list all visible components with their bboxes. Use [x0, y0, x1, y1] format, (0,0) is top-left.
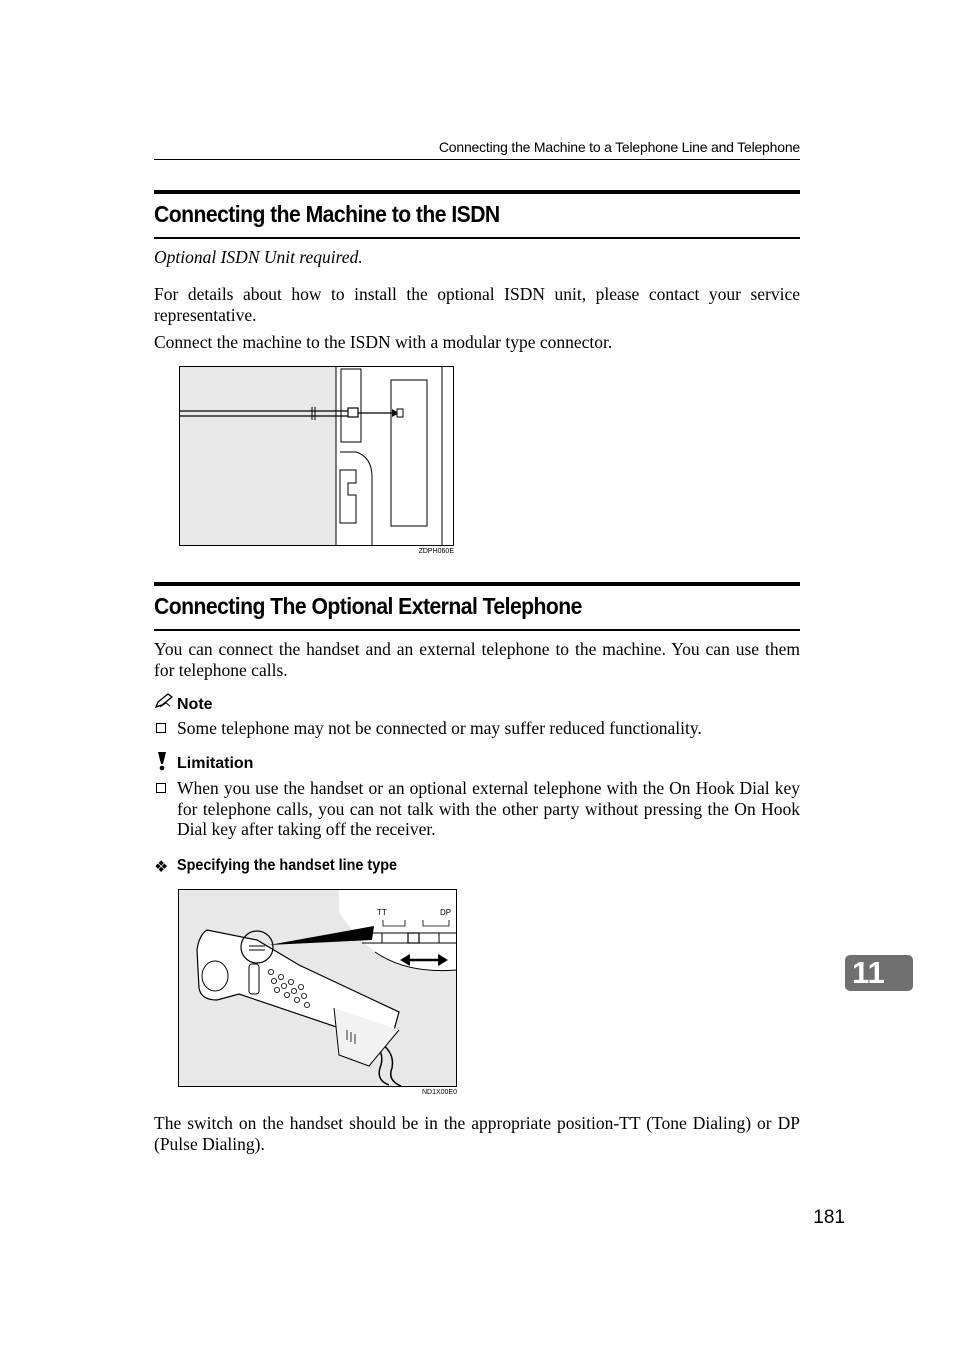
subheading-line-type: Specifying the handset line type [177, 857, 398, 874]
switch-label-dp: DP [440, 908, 452, 917]
paragraph-isdn-connect: Connect the machine to the ISDN with a modular type connector. [154, 332, 613, 352]
note-item: Some telephone may not be connected or may suffer reduced functionality. [177, 718, 702, 738]
limitation-item: When you use the handset or an optional external telephone with the On Hook Dial key for telephone calls, you can not talk with the other party without pressing the On Hook Dial key after taking off the receiver. [177, 778, 800, 839]
paragraph-switch-position: The switch on the handset should be in the appropriate position-TT (Tone Dialing) or DP (Pulse Dialing). [154, 1113, 800, 1154]
section2-rule-bottom [154, 629, 800, 631]
checkbox-icon [156, 783, 166, 793]
pencil-icon [154, 693, 174, 709]
header-rule [154, 159, 800, 160]
handset-switch-figure [178, 889, 457, 1087]
running-header: Connecting the Machine to a Telephone Line and Telephone [438, 139, 800, 155]
handset-diagram-graphic [179, 890, 456, 1086]
chapter-tab: 11 [845, 955, 913, 991]
switch-label-tt: TT [377, 908, 387, 917]
requirement-text: Optional ISDN Unit required. [154, 247, 363, 267]
checkbox-icon [156, 723, 166, 733]
limitation-label: Limitation [177, 755, 254, 772]
paragraph-isdn-details: For details about how to install the optional ISDN unit, please contact your service representative. [154, 284, 800, 325]
section-rule-bottom [154, 237, 800, 239]
section-title-isdn: Connecting the Machine to the ISDN [154, 201, 500, 227]
section-title-telephone: Connecting The Optional External Telephone [154, 593, 582, 619]
note-label: Note [177, 696, 213, 713]
figure-code-handset: ND1X00E0 [421, 1089, 457, 1096]
exclamation-icon [155, 751, 169, 771]
page-number: 181 [813, 1207, 845, 1228]
section-rule-top [154, 190, 800, 194]
section2-rule-top [154, 582, 800, 586]
isdn-diagram-graphic [180, 367, 453, 545]
paragraph-telephone-intro: You can connect the handset and an external telephone to the machine. You can use them for telephone calls. [154, 639, 800, 680]
figure-code-isdn: ZDPH060E [418, 548, 454, 555]
isdn-connection-figure [179, 366, 454, 546]
diamond-bullet-icon: ❖ [154, 859, 169, 876]
